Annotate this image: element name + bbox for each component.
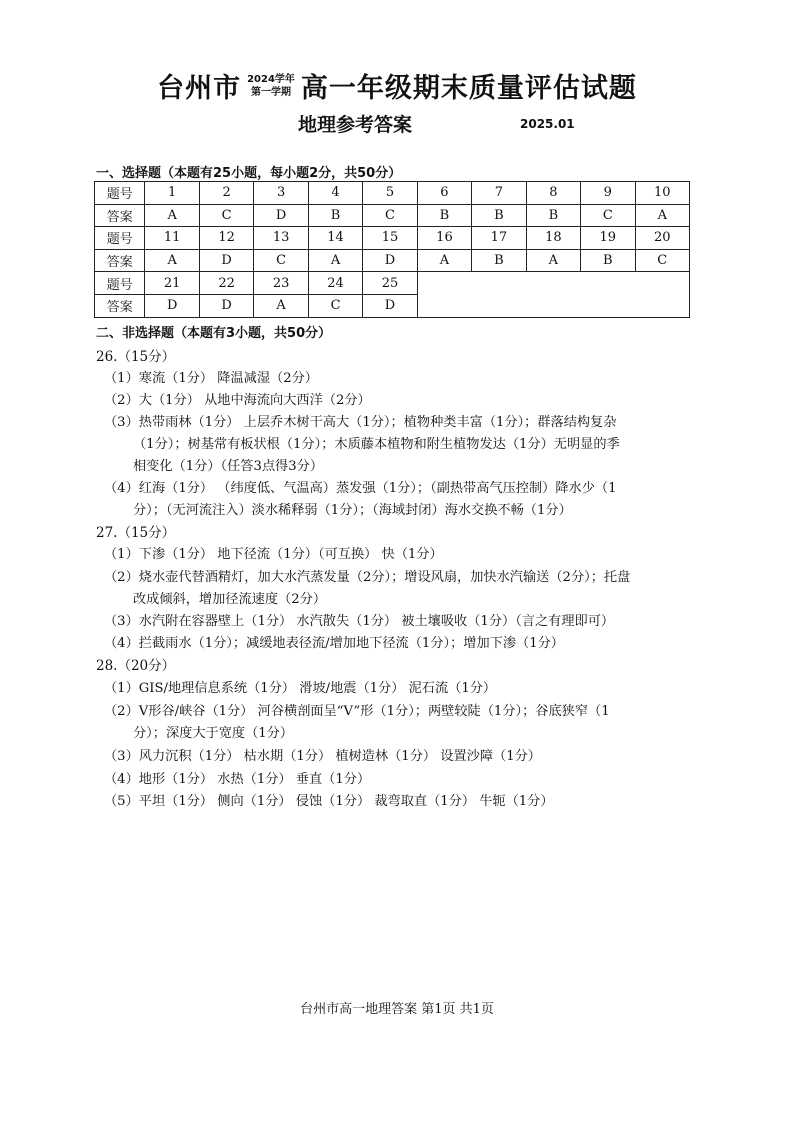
- question-heading: 28.（20分）: [96, 658, 176, 674]
- exam-title: [0, 66, 794, 105]
- question-number: 8: [526, 182, 580, 205]
- answer-line: （1）寒流（1分） 降温减湿（2分）: [104, 371, 318, 386]
- answer-line: 改成倾斜，增加径流速度（2分）: [133, 592, 327, 607]
- question-number: 16: [417, 227, 471, 250]
- answer-cell: B: [417, 204, 471, 227]
- table-row: [95, 182, 690, 205]
- question-number: 5: [363, 182, 417, 205]
- question-number: 4: [308, 182, 362, 205]
- answer-line: （2）大（1分） 从地中海流向大西洋（2分）: [104, 393, 371, 408]
- table-row: [95, 227, 690, 250]
- answer-cell: C: [635, 249, 689, 272]
- answer-cell: C: [363, 204, 417, 227]
- answer-cell: D: [199, 294, 253, 317]
- title-year: 2024学年: [247, 73, 295, 85]
- title-term: 第一学期: [251, 86, 291, 98]
- answer-cell: A: [635, 204, 689, 227]
- answer-line: （4）红海（1分） （纬度低、气温高）蒸发强（1分）；（副热带高气压控制）降水少（1: [104, 481, 617, 496]
- answer-line: （4）拦截雨水（1分）；减缓地表径流/增加地下径流（1分）；增加下渗（1分）: [104, 636, 564, 651]
- answer-cell: C: [581, 204, 635, 227]
- answer-cell: D: [199, 249, 253, 272]
- question-number: 15: [363, 227, 417, 250]
- empty-cell: [417, 272, 689, 317]
- answer-line: （2）烧水壶代替酒精灯，加大水汽蒸发量（2分）；增设风扇，加快水汽输送（2分）；托盘: [104, 570, 631, 585]
- question-number: 17: [472, 227, 526, 250]
- question-number: 2: [199, 182, 253, 205]
- page-footer: 台州市高一地理答案 第1页 共1页: [300, 1002, 494, 1017]
- question-number: 11: [145, 227, 199, 250]
- answer-cell: A: [308, 249, 362, 272]
- question-number: 6: [417, 182, 471, 205]
- answer-line: （4）地形（1分） 水热（1分） 垂直（1分）: [104, 772, 371, 787]
- answer-cell: A: [145, 204, 199, 227]
- row-label: 题号: [95, 272, 145, 295]
- answer-cell: B: [472, 204, 526, 227]
- exam-date: 2025.01: [520, 117, 575, 131]
- answer-cell: B: [581, 249, 635, 272]
- question-number: 1: [145, 182, 199, 205]
- answer-line: （3）水汽附在容器壁上（1分） 水汽散失（1分） 被土壤吸收（1分）（言之有理即可）: [104, 614, 615, 629]
- answer-line: （1）下渗（1分） 地下径流（1分）（可互换） 快（1分）: [104, 547, 443, 562]
- question-number: 19: [581, 227, 635, 250]
- answer-table: [94, 181, 690, 318]
- row-label: 题号: [95, 227, 145, 250]
- page-subtitle: 地理参考答案: [298, 114, 413, 136]
- answer-line: （1分）；树基常有板状根（1分）；木质藤本植物和附生植物发达（1分）无明显的季: [133, 437, 620, 452]
- answer-cell: D: [145, 294, 199, 317]
- answer-line: （1）GIS/地理信息系统（1分） 滑坡/地震（1分） 泥石流（1分）: [104, 681, 497, 696]
- answer-line: （2）V形谷/峡谷（1分） 河谷横剖面呈“V”形（1分）；两壁较陡（1分）；谷底狭窄（1: [104, 704, 610, 719]
- section1-heading: 一、选择题（本题有25小题，每小题2分，共50分）: [96, 166, 402, 181]
- title-term-stack: [247, 73, 295, 99]
- answer-cell: B: [526, 204, 580, 227]
- answer-line: （5）平坦（1分） 侧向（1分） 侵蚀（1分） 裁弯取直（1分） 牛轭（1分）: [104, 794, 554, 809]
- answer-line: 分）；深度大于宽度（1分）: [133, 726, 294, 741]
- row-label: 答案: [95, 294, 145, 317]
- answer-cell: B: [472, 249, 526, 272]
- answer-cell: A: [254, 294, 308, 317]
- title-exam: 高一年级期末质量评估试题: [300, 73, 637, 104]
- question-number: 24: [308, 272, 362, 295]
- answer-line: （3）风力沉积（1分） 枯水期（1分） 植树造林（1分） 设置沙障（1分）: [104, 749, 541, 764]
- title-city: 台州市: [157, 73, 242, 104]
- question-heading: 26.（15分）: [96, 349, 176, 365]
- answer-line: 相变化（1分）（任答3点得3分）: [133, 459, 324, 474]
- answer-cell: B: [308, 204, 362, 227]
- answer-cell: D: [363, 249, 417, 272]
- question-number: 21: [145, 272, 199, 295]
- table-row: [95, 249, 690, 272]
- question-number: 22: [199, 272, 253, 295]
- row-label: 答案: [95, 204, 145, 227]
- answer-cell: D: [254, 204, 308, 227]
- question-heading: 27.（15分）: [96, 525, 176, 541]
- answer-line: （3）热带雨林（1分） 上层乔木树干高大（1分）；植物种类丰富（1分）；群落结构复杂: [104, 415, 617, 430]
- question-number: 3: [254, 182, 308, 205]
- question-number: 9: [581, 182, 635, 205]
- answer-cell: C: [199, 204, 253, 227]
- section2-heading: 二、非选择题（本题有3小题，共50分）: [96, 326, 332, 341]
- answer-cell: A: [526, 249, 580, 272]
- question-number: 23: [254, 272, 308, 295]
- answer-cell: A: [417, 249, 471, 272]
- question-number: 14: [308, 227, 362, 250]
- answer-cell: C: [308, 294, 362, 317]
- question-number: 25: [363, 272, 417, 295]
- row-label: 答案: [95, 249, 145, 272]
- answer-cell: D: [363, 294, 417, 317]
- answer-cell: C: [254, 249, 308, 272]
- answer-cell: A: [145, 249, 199, 272]
- table-row: [95, 204, 690, 227]
- question-number: 7: [472, 182, 526, 205]
- question-number: 10: [635, 182, 689, 205]
- question-number: 20: [635, 227, 689, 250]
- question-number: 12: [199, 227, 253, 250]
- table-row: [95, 272, 690, 295]
- answer-line: 分）；（无河流注入）淡水稀释弱（1分）；（海域封闭）海水交换不畅（1分）: [133, 503, 572, 518]
- row-label: 题号: [95, 182, 145, 205]
- question-number: 18: [526, 227, 580, 250]
- question-number: 13: [254, 227, 308, 250]
